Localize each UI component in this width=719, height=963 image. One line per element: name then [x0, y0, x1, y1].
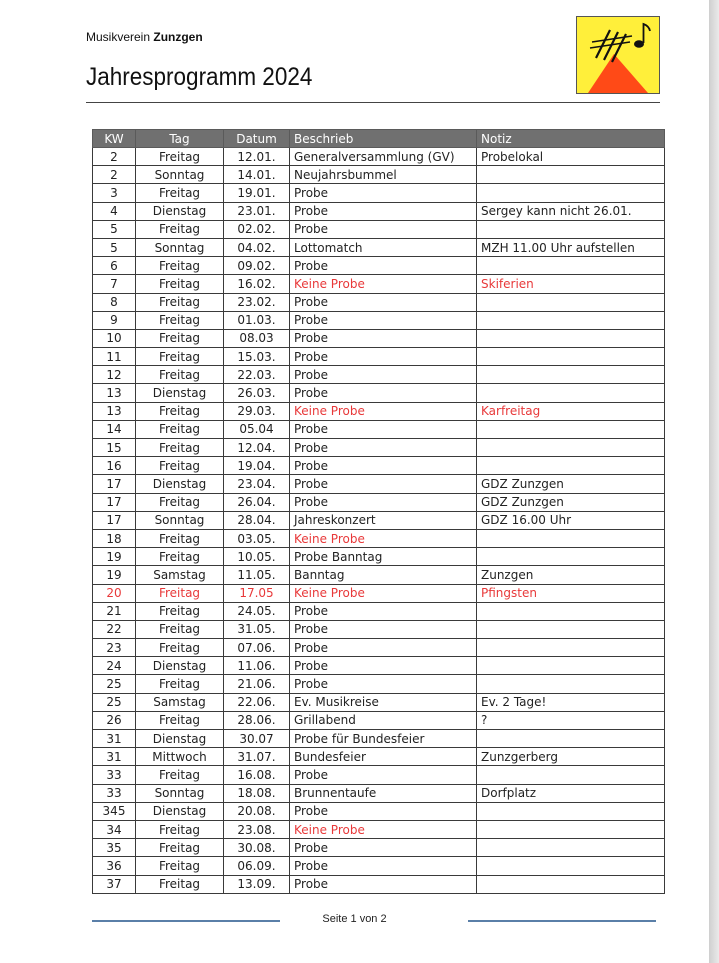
cell-notiz [477, 293, 665, 311]
cell-beschrieb: Probe [290, 329, 477, 347]
table-row [93, 475, 665, 493]
table-row [93, 602, 665, 620]
cell-notiz [477, 675, 665, 693]
cell-tag: Freitag [136, 639, 224, 657]
cell-notiz [477, 329, 665, 347]
cell-notiz [477, 875, 665, 893]
cell-kw: 25 [93, 675, 136, 693]
cell-notiz: Probelokal [477, 148, 665, 166]
cell-datum: 29.03. [224, 402, 290, 420]
cell-beschrieb: Probe [290, 657, 477, 675]
cell-kw: 23 [93, 639, 136, 657]
cell-datum: 01.03. [224, 311, 290, 329]
cell-kw: 17 [93, 475, 136, 493]
cell-tag: Freitag [136, 675, 224, 693]
table-row [93, 439, 665, 457]
cell-datum: 15.03. [224, 348, 290, 366]
table-row [93, 639, 665, 657]
cell-kw: 33 [93, 766, 136, 784]
cell-notiz [477, 420, 665, 438]
cell-notiz [477, 730, 665, 748]
cell-kw: 10 [93, 329, 136, 347]
cell-kw: 6 [93, 257, 136, 275]
cell-notiz: Dorfplatz [477, 784, 665, 802]
cell-tag: Freitag [136, 820, 224, 838]
cell-kw: 17 [93, 511, 136, 529]
table-row [93, 566, 665, 584]
cell-tag: Freitag [136, 257, 224, 275]
cell-datum: 28.06. [224, 711, 290, 729]
table-row [93, 366, 665, 384]
cell-datum: 28.04. [224, 511, 290, 529]
cell-notiz: GDZ Zunzgen [477, 475, 665, 493]
cell-datum: 18.08. [224, 784, 290, 802]
cell-notiz [477, 311, 665, 329]
cell-notiz: ? [477, 711, 665, 729]
cell-notiz [477, 857, 665, 875]
cell-tag: Samstag [136, 693, 224, 711]
col-header-kw: KW [93, 130, 136, 148]
cell-beschrieb: Probe [290, 675, 477, 693]
cell-tag: Freitag [136, 857, 224, 875]
table-row [93, 748, 665, 766]
cell-datum: 17.05 [224, 584, 290, 602]
cell-kw: 36 [93, 857, 136, 875]
cell-tag: Freitag [136, 420, 224, 438]
table-row [93, 730, 665, 748]
cell-beschrieb: Lottomatch [290, 238, 477, 256]
cell-kw: 9 [93, 311, 136, 329]
cell-tag: Freitag [136, 220, 224, 238]
cell-datum: 31.05. [224, 620, 290, 638]
cell-datum: 03.05. [224, 529, 290, 547]
cell-kw: 345 [93, 802, 136, 820]
cell-notiz: Sergey kann nicht 26.01. [477, 202, 665, 220]
cell-notiz: Ev. 2 Tage! [477, 693, 665, 711]
cell-notiz: GDZ Zunzgen [477, 493, 665, 511]
cell-kw: 35 [93, 839, 136, 857]
cell-tag: Freitag [136, 529, 224, 547]
cell-notiz [477, 639, 665, 657]
cell-beschrieb: Probe [290, 184, 477, 202]
col-header-datum: Datum [224, 130, 290, 148]
table-body [93, 148, 665, 894]
cell-beschrieb: Probe [290, 457, 477, 475]
table-header-row [93, 130, 665, 148]
cell-datum: 31.07. [224, 748, 290, 766]
cell-beschrieb: Generalversammlung (GV) [290, 148, 477, 166]
cell-tag: Freitag [136, 839, 224, 857]
cell-notiz [477, 602, 665, 620]
table-row [93, 875, 665, 893]
cell-beschrieb: Probe [290, 639, 477, 657]
cell-beschrieb: Probe [290, 620, 477, 638]
cell-tag: Dienstag [136, 475, 224, 493]
cell-tag: Sonntag [136, 166, 224, 184]
cell-notiz [477, 366, 665, 384]
cell-notiz [477, 766, 665, 784]
cell-datum: 07.06. [224, 639, 290, 657]
table-row [93, 529, 665, 547]
table-row [93, 657, 665, 675]
cell-datum: 22.06. [224, 693, 290, 711]
cell-beschrieb: Probe [290, 420, 477, 438]
cell-tag: Sonntag [136, 511, 224, 529]
cell-tag: Freitag [136, 311, 224, 329]
table-row [93, 166, 665, 184]
cell-tag: Freitag [136, 184, 224, 202]
table-row [93, 238, 665, 256]
music-note-icon [634, 40, 644, 48]
cell-notiz: MZH 11.00 Uhr aufstellen [477, 238, 665, 256]
cell-beschrieb: Probe [290, 220, 477, 238]
table-row [93, 293, 665, 311]
cell-kw: 7 [93, 275, 136, 293]
cell-kw: 25 [93, 693, 136, 711]
cell-beschrieb: Probe [290, 602, 477, 620]
cell-beschrieb: Probe [290, 384, 477, 402]
cell-beschrieb: Probe [290, 293, 477, 311]
cell-tag: Dienstag [136, 202, 224, 220]
cell-kw: 33 [93, 784, 136, 802]
cell-notiz [477, 620, 665, 638]
cell-beschrieb: Keine Probe [290, 275, 477, 293]
cell-datum: 05.04 [224, 420, 290, 438]
cell-notiz [477, 457, 665, 475]
cell-datum: 21.06. [224, 675, 290, 693]
cell-datum: 04.02. [224, 238, 290, 256]
table-row [93, 675, 665, 693]
table-row [93, 348, 665, 366]
cell-beschrieb: Banntag [290, 566, 477, 584]
cell-tag: Freitag [136, 620, 224, 638]
cell-tag: Sonntag [136, 238, 224, 256]
cell-beschrieb: Probe [290, 857, 477, 875]
table-row [93, 202, 665, 220]
page-shadow [709, 0, 719, 963]
musikverein-logo [576, 16, 660, 94]
cell-notiz: Zunzgen [477, 566, 665, 584]
cell-datum: 13.09. [224, 875, 290, 893]
cell-kw: 13 [93, 402, 136, 420]
cell-datum: 10.05. [224, 548, 290, 566]
cell-tag: Mittwoch [136, 748, 224, 766]
cell-tag: Dienstag [136, 384, 224, 402]
cell-datum: 12.04. [224, 439, 290, 457]
cell-notiz: Skiferien [477, 275, 665, 293]
cell-tag: Freitag [136, 348, 224, 366]
cell-beschrieb: Probe [290, 311, 477, 329]
table-row [93, 148, 665, 166]
cell-kw: 19 [93, 566, 136, 584]
cell-tag: Freitag [136, 402, 224, 420]
cell-tag: Freitag [136, 875, 224, 893]
cell-beschrieb: Probe [290, 839, 477, 857]
table-row [93, 766, 665, 784]
cell-tag: Freitag [136, 602, 224, 620]
cell-notiz [477, 820, 665, 838]
cell-notiz [477, 529, 665, 547]
cell-kw: 13 [93, 384, 136, 402]
cell-kw: 16 [93, 457, 136, 475]
table-row [93, 820, 665, 838]
cell-beschrieb: Probe [290, 766, 477, 784]
cell-kw: 2 [93, 166, 136, 184]
col-header-notiz: Notiz [477, 130, 665, 148]
cell-notiz [477, 657, 665, 675]
cell-kw: 15 [93, 439, 136, 457]
cell-tag: Freitag [136, 548, 224, 566]
cell-kw: 8 [93, 293, 136, 311]
table-row [93, 839, 665, 857]
cell-beschrieb: Probe [290, 257, 477, 275]
table-row [93, 511, 665, 529]
org-prefix: Musikverein [86, 30, 154, 44]
cell-datum: 23.08. [224, 820, 290, 838]
cell-notiz [477, 184, 665, 202]
cell-notiz [477, 220, 665, 238]
cell-tag: Sonntag [136, 784, 224, 802]
cell-kw: 26 [93, 711, 136, 729]
col-header-beschrieb: Beschrieb [290, 130, 477, 148]
cell-notiz: GDZ 16.00 Uhr [477, 511, 665, 529]
cell-datum: 22.03. [224, 366, 290, 384]
table-row [93, 311, 665, 329]
cell-kw: 5 [93, 220, 136, 238]
col-header-tag: Tag [136, 130, 224, 148]
cell-datum: 06.09. [224, 857, 290, 875]
cell-beschrieb: Keine Probe [290, 402, 477, 420]
page-title: Jahresprogramm 2024 [86, 63, 313, 91]
program-table [92, 129, 665, 894]
cell-tag: Freitag [136, 457, 224, 475]
cell-kw: 14 [93, 420, 136, 438]
cell-tag: Freitag [136, 275, 224, 293]
cell-datum: 30.08. [224, 839, 290, 857]
cell-beschrieb: Probe [290, 875, 477, 893]
cell-kw: 5 [93, 238, 136, 256]
cell-tag: Freitag [136, 439, 224, 457]
cell-beschrieb: Probe für Bundesfeier [290, 730, 477, 748]
cell-tag: Dienstag [136, 802, 224, 820]
cell-datum: 02.02. [224, 220, 290, 238]
cell-datum: 11.06. [224, 657, 290, 675]
cell-beschrieb: Probe [290, 493, 477, 511]
cell-datum: 14.01. [224, 166, 290, 184]
org-name-bold: Zunzgen [153, 30, 203, 44]
cell-kw: 4 [93, 202, 136, 220]
cell-datum: 23.01. [224, 202, 290, 220]
cell-kw: 31 [93, 748, 136, 766]
cell-beschrieb: Probe [290, 439, 477, 457]
cell-tag: Dienstag [136, 657, 224, 675]
cell-datum: 12.01. [224, 148, 290, 166]
cell-notiz: Karfreitag [477, 402, 665, 420]
cell-beschrieb: Jahreskonzert [290, 511, 477, 529]
cell-datum: 23.04. [224, 475, 290, 493]
table-row [93, 711, 665, 729]
cell-kw: 17 [93, 493, 136, 511]
cell-beschrieb: Ev. Musikreise [290, 693, 477, 711]
cell-tag: Samstag [136, 566, 224, 584]
cell-tag: Dienstag [136, 730, 224, 748]
cell-notiz [477, 802, 665, 820]
table-row [93, 184, 665, 202]
cell-kw: 18 [93, 529, 136, 547]
cell-notiz [477, 384, 665, 402]
cell-datum: 30.07 [224, 730, 290, 748]
cell-tag: Freitag [136, 493, 224, 511]
cell-kw: 19 [93, 548, 136, 566]
cell-tag: Freitag [136, 148, 224, 166]
cell-kw: 37 [93, 875, 136, 893]
page-number: Seite 1 von 2 [322, 913, 387, 925]
title-divider [86, 102, 660, 103]
cell-beschrieb: Keine Probe [290, 529, 477, 547]
cell-notiz [477, 166, 665, 184]
table-row [93, 584, 665, 602]
table-row [93, 384, 665, 402]
cell-datum: 19.01. [224, 184, 290, 202]
cell-beschrieb: Bundesfeier [290, 748, 477, 766]
cell-beschrieb: Probe [290, 348, 477, 366]
cell-datum: 24.05. [224, 602, 290, 620]
cell-datum: 19.04. [224, 457, 290, 475]
table-row [93, 493, 665, 511]
organization-name [86, 30, 203, 44]
cell-beschrieb: Probe Banntag [290, 548, 477, 566]
cell-tag: Freitag [136, 766, 224, 784]
cell-datum: 09.02. [224, 257, 290, 275]
cell-datum: 16.02. [224, 275, 290, 293]
cell-kw: 22 [93, 620, 136, 638]
cell-tag: Freitag [136, 584, 224, 602]
cell-notiz [477, 839, 665, 857]
cell-datum: 26.04. [224, 493, 290, 511]
cell-notiz [477, 548, 665, 566]
cell-tag: Freitag [136, 366, 224, 384]
cell-tag: Freitag [136, 711, 224, 729]
table-row [93, 402, 665, 420]
cell-datum: 08.03 [224, 329, 290, 347]
cell-beschrieb: Keine Probe [290, 584, 477, 602]
cell-notiz [477, 257, 665, 275]
cell-kw: 3 [93, 184, 136, 202]
cell-beschrieb: Brunnentaufe [290, 784, 477, 802]
cell-kw: 31 [93, 730, 136, 748]
cell-datum: 26.03. [224, 384, 290, 402]
table-row [93, 620, 665, 638]
cell-kw: 24 [93, 657, 136, 675]
cell-datum: 11.05. [224, 566, 290, 584]
cell-beschrieb: Probe [290, 802, 477, 820]
cell-beschrieb: Probe [290, 475, 477, 493]
cell-datum: 16.08. [224, 766, 290, 784]
table-row [93, 457, 665, 475]
table-row [93, 693, 665, 711]
table-row [93, 802, 665, 820]
table-row [93, 784, 665, 802]
table-row [93, 329, 665, 347]
cell-kw: 11 [93, 348, 136, 366]
cell-notiz [477, 348, 665, 366]
table-row [93, 220, 665, 238]
cell-notiz: Zunzgerberg [477, 748, 665, 766]
cell-kw: 2 [93, 148, 136, 166]
cell-kw: 21 [93, 602, 136, 620]
cell-beschrieb: Neujahrsbummel [290, 166, 477, 184]
table-row [93, 857, 665, 875]
cell-beschrieb: Keine Probe [290, 820, 477, 838]
cell-notiz: Pfingsten [477, 584, 665, 602]
cell-beschrieb: Probe [290, 366, 477, 384]
cell-datum: 23.02. [224, 293, 290, 311]
cell-datum: 20.08. [224, 802, 290, 820]
table-row [93, 275, 665, 293]
cell-beschrieb: Grillabend [290, 711, 477, 729]
cell-kw: 20 [93, 584, 136, 602]
cell-kw: 12 [93, 366, 136, 384]
cell-kw: 34 [93, 820, 136, 838]
cell-beschrieb: Probe [290, 202, 477, 220]
cell-tag: Freitag [136, 293, 224, 311]
table-row [93, 420, 665, 438]
table-row [93, 257, 665, 275]
cell-notiz [477, 439, 665, 457]
cell-tag: Freitag [136, 329, 224, 347]
table-row [93, 548, 665, 566]
